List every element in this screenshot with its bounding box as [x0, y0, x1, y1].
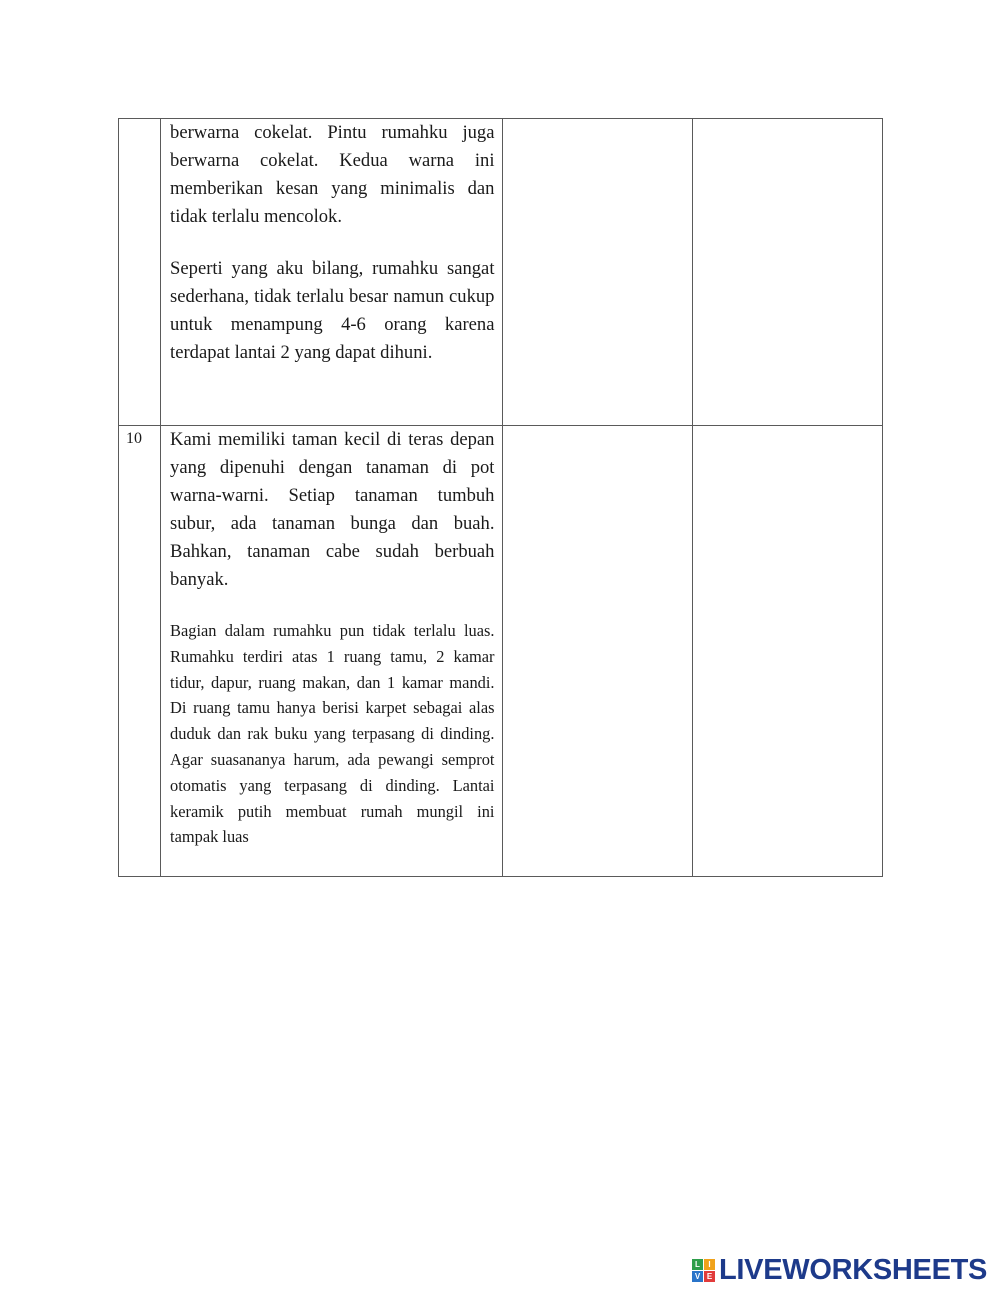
- answer-cell[interactable]: [692, 426, 882, 877]
- passage-cell: [161, 426, 503, 877]
- worksheet-table: [118, 118, 883, 877]
- passage-paragraph: Seperti yang aku bilang, rumahku sangat sederhana, tidak terlalu besar namun cukup untuk menampung 4-6 orang karena terdapat lantai 2 yang dapat dihuni.: [170, 258, 495, 363]
- logo-text: LIVEWORKSHEETS: [719, 1253, 988, 1286]
- logo-mark-letter: V: [692, 1271, 703, 1282]
- liveworksheets-logo: [692, 1254, 987, 1286]
- answer-cell[interactable]: [503, 119, 692, 426]
- answer-cell[interactable]: [503, 426, 692, 877]
- passage-paragraph: Kami memiliki taman kecil di teras depan yang dipenuhi dengan tanaman di pot warna-warni. Setiap tanaman tumbuh subur, ada tanaman bunga dan buah. Bahkan, tanaman cabe sudah berbuah banyak.: [170, 429, 495, 590]
- passage-paragraph: berwarna cokelat. Pintu rumahku juga berwarna cokelat. Kedua warna ini memberikan kesan yang minimalis dan tidak terlalu mencolok.: [170, 122, 495, 227]
- logo-mark-icon: [692, 1259, 715, 1282]
- passage-cell: [161, 119, 503, 426]
- table-row: [119, 426, 883, 877]
- logo-mark-letter: E: [704, 1271, 715, 1282]
- row-number: 10: [119, 426, 161, 877]
- row-number: [119, 119, 161, 426]
- table-row: [119, 119, 883, 426]
- logo-mark-letter: I: [704, 1259, 715, 1270]
- answer-cell[interactable]: [692, 119, 882, 426]
- logo-mark-letter: L: [692, 1259, 703, 1270]
- passage-paragraph-small: Bagian dalam rumahku pun tidak terlalu luas. Rumahku terdiri atas 1 ruang tamu, 2 kamar tidur, dapur, ruang makan, dan 1 kamar mandi. Di ruang tamu hanya berisi karpet sebagai alas duduk dan rak buku yang terpasang di dinding. Agar suasananya harum, ada pewangi semprot otomatis yang terpasang di dinding. Lantai keramik putih membuat rumah mungil ini tampak luas: [170, 621, 495, 847]
